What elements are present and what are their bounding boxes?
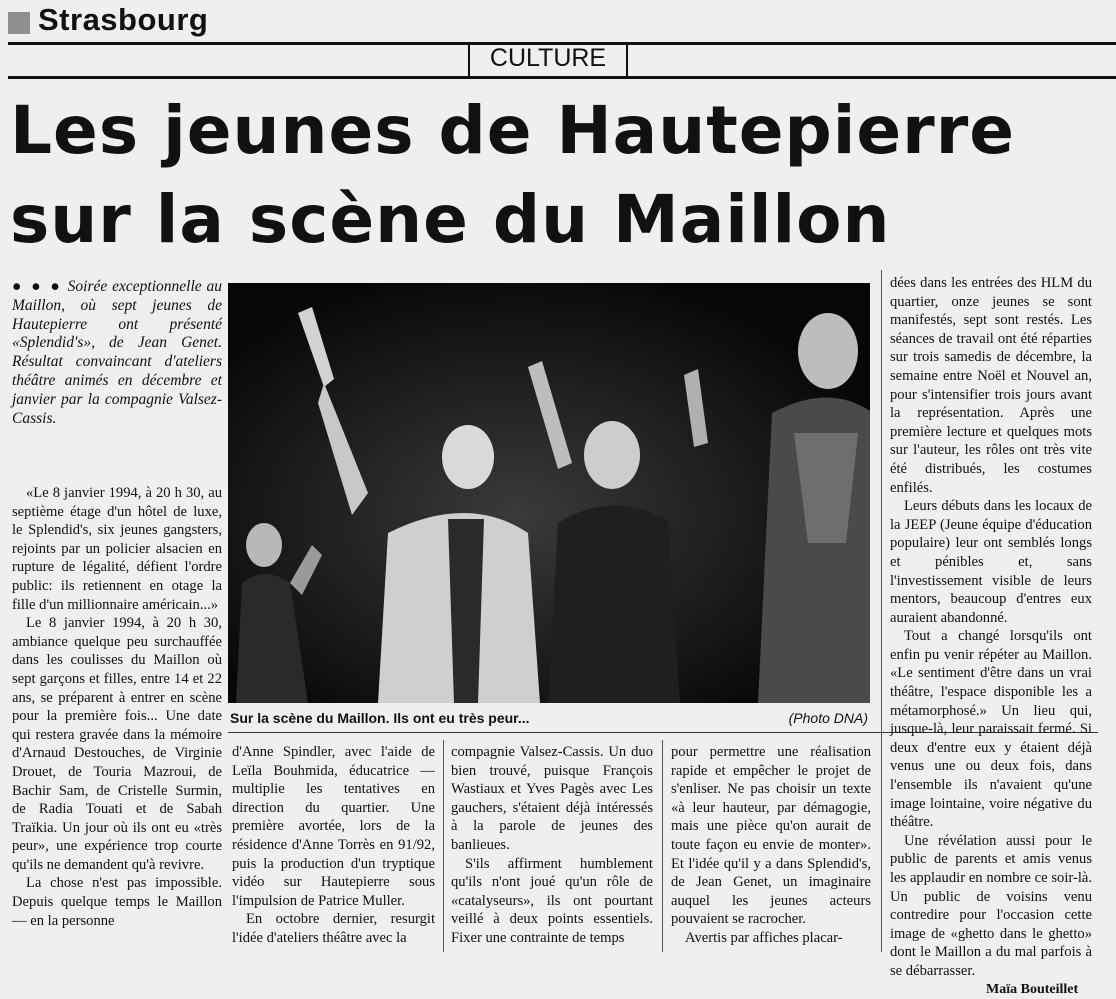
author-byline: Maïa Bouteillet xyxy=(986,981,1079,997)
photo-caption: Sur la scène du Maillon. Ils ont eu très peur... xyxy=(230,710,530,726)
paragraph: S'ils affirment humblement qu'ils n'ont joué qu'un rôle de «catalyseurs», ils ont pourtant veillé à deux points essentiels. Fixer une contrainte de temps xyxy=(451,855,653,946)
column-divider xyxy=(662,740,663,952)
page-header xyxy=(0,0,1116,80)
paragraph: En octobre dernier, resurgit l'idée d'ateliers théâtre avec la xyxy=(232,911,435,946)
article-headline xyxy=(10,86,1110,264)
paragraph: Tout a changé lorsqu'ils ont enfin pu venir répéter au Maillon. «Le sentiment d'être dans un vrai théâtre, l'espace disponible les a métamorphosé.» Un lieu qui, jusque-là, leur paraissait fermé. Si deux d'entre eux y étaient déjà venus une ou deux fois, dans l'ensemble ils n'avaient qu'une image lointaine, voire négative du théâtre. xyxy=(890,628,1092,831)
paragraph: pour permettre une réalisation rapide et empêcher le projet de s'enliser. Ne pas choisir un texte «à leur hauteur, par démagogie, mais une pièce qu'on aurait de toute façon eu envie de monter». Et l'idée qu'il y a dans Splendid's, de Jean Genet, un imaginaire auquel les jeunes acteurs pouvaient se racrocher. xyxy=(671,744,871,928)
paragraph: compagnie Valsez-Cassis. Un duo bien trouvé, puisque François Wastiaux et Yves Pagès avec Les gauchers, s'étaient déjà intéressés à la parole de jeunes des banlieues. xyxy=(451,744,653,853)
column-divider xyxy=(443,740,444,952)
column-bottom-2 xyxy=(451,743,653,948)
paragraph: Une révélation aussi pour le public de parents et amis venus les applaudir en nombre ce soir-là. Un public de voisins venu contredire pour l'occasion cette image de «ghetto dans le ghetto» dont le Maillon a du mal parfois à se débarrasser. xyxy=(890,832,1092,979)
paragraph: d'Anne Spindler, avec l'aide de Leïla Bouhmida, éducatrice — multiplie les tentatives en direction du quartier. Une première avortée, lors de la résidence d'Anne Torrès en 91/92, puis la production d'un tryptique vidéo sur Hautepierre sous l'impulsion de Patrice Muller. xyxy=(232,744,435,909)
photo-caption-bar xyxy=(228,706,870,730)
column-bottom-1 xyxy=(232,743,435,948)
column-bottom-3 xyxy=(671,743,871,948)
stage-photo xyxy=(228,283,870,703)
paragraph: dées dans les entrées des HLM du quartier, onze jeunes se sont manifestés, sept sont restés. Les séances de travail ont été réparties sur trois samedis de décembre, la semaine entre Noël et Nouvel an, pour s'intensifier trois jours avant la représentation. Après une première lecture et quelques mots sur l'auteur, les rôles ont très vite été distribués, les costumes enfilés. xyxy=(890,275,1092,496)
lead-bullets: ● ● ● xyxy=(12,278,63,295)
column-divider xyxy=(881,270,882,952)
stage-photo-illustration xyxy=(228,283,870,703)
headline-line-2: sur la scène du Maillon xyxy=(10,181,891,258)
article-lead xyxy=(12,278,222,428)
header-rule-bottom xyxy=(8,76,1116,79)
photo-credit: (Photo DNA) xyxy=(788,710,868,726)
paragraph: Le 8 janvier 1994, à 20 h 30, ambiance quelque peu surchauffée dans les coulisses du Maillon où sept garçons et filles, entre 14 et 22 ans, se préparent à entrer en scène pour la première fois... Une date qui restera gravée dans la mémoire d'Arnaud Destouches, de Virginie Drouet, de Touria Mazroui, de Bachir Sam, de Cristelle Surmin, de Radia Touati et de Sabah Traïkia. Un jour où ils ont eu «très peur», une expérience trop courte qu'ils ne demandent qu'à revivre. xyxy=(12,615,222,873)
lead-text: Soirée exceptionnelle au Maillon, où sept jeunes de Hautepierre ont présenté «Splendid's», de Jean Genet. Résultat convaincant d'ateliers théâtre animés en décembre et janvier par la compagnie Valsez-Cassis. xyxy=(12,278,223,427)
paragraph: Leurs débuts dans les locaux de la JEEP (Jeune équipe d'éducation populaire) leur ont semblés longs et pénibles et, sans l'investissement visible de leurs mentors, beaucoup d'entres eux auraient abandonné. xyxy=(890,498,1092,626)
paragraph: Avertis par affiches placar- xyxy=(685,929,843,946)
section-marker-square xyxy=(8,12,30,34)
column-left xyxy=(12,484,222,930)
headline-line-1: Les jeunes de Hautepierre xyxy=(10,92,1016,169)
section-label: CULTURE xyxy=(468,43,628,76)
paragraph: «Le 8 janvier 1994, à 20 h 30, au septième étage d'un hôtel de luxe, le Splendid's, six jeunes gangsters, rejoints par un policier alsacien en rupture de légalité, défient l'ordre public: ils retiennent en otage la fille d'un millionnaire américain...» xyxy=(12,485,222,613)
column-right xyxy=(890,274,1092,999)
paragraph: La chose n'est pas impossible. Depuis quelque temps le Maillon — en la personne xyxy=(12,875,222,929)
city-name: Strasbourg xyxy=(38,2,209,37)
